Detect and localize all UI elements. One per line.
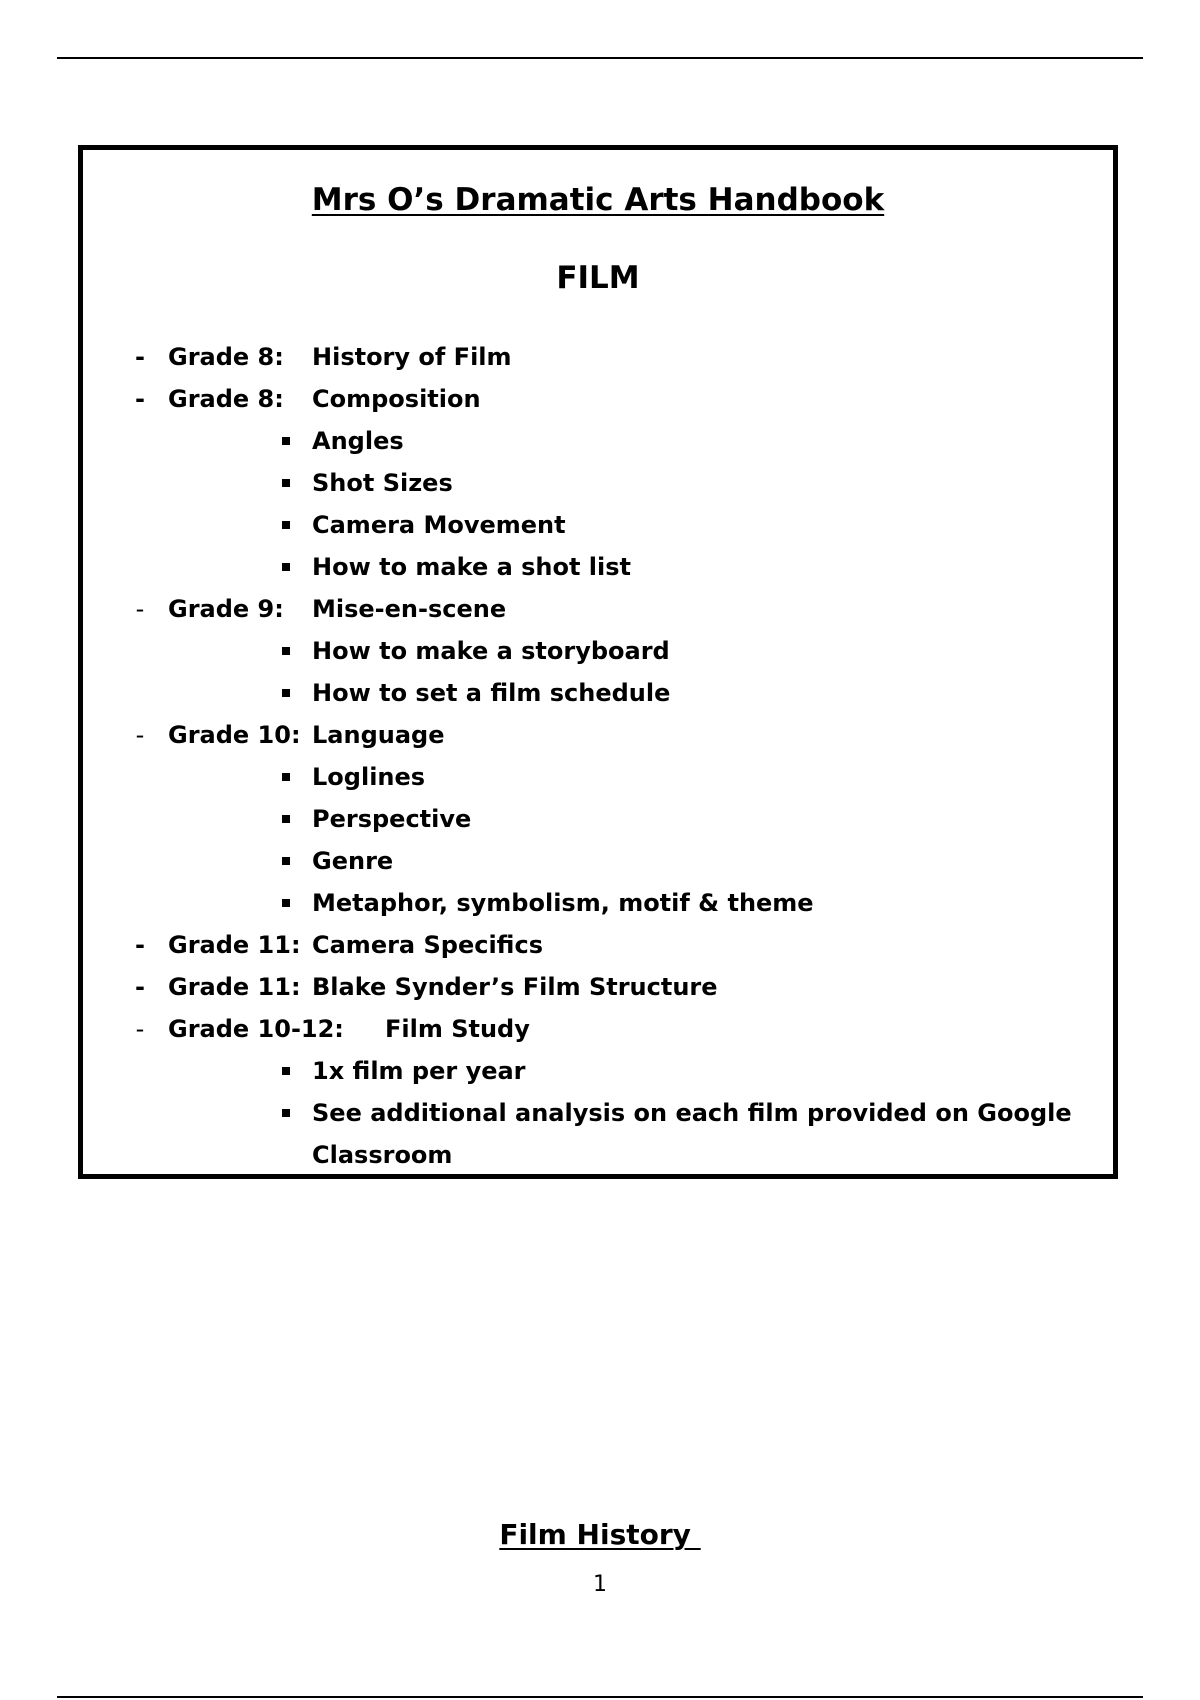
dash-marker: -	[135, 931, 145, 959]
grade-label: Grade 8:	[168, 385, 284, 413]
grade-label: Grade 8:	[168, 343, 284, 371]
sub-item-label: How to make a storyboard	[312, 637, 670, 665]
square-bullet-icon	[282, 647, 290, 655]
grade-label: Grade 10:	[168, 721, 301, 749]
dash-marker: -	[135, 973, 145, 1001]
footer-rule	[57, 1696, 1143, 1698]
sub-item-label: Classroom	[312, 1141, 453, 1169]
sub-item-label: How to set a film schedule	[312, 679, 671, 707]
square-bullet-icon	[282, 899, 290, 907]
page-number: 1	[593, 1572, 607, 1597]
topic-label: Camera Specifics	[312, 931, 543, 959]
square-bullet-icon	[282, 521, 290, 529]
sub-item-label: Shot Sizes	[312, 469, 453, 497]
square-bullet-icon	[282, 479, 290, 487]
sub-item-label: Perspective	[312, 805, 472, 833]
square-bullet-icon	[282, 437, 290, 445]
grade-label: Grade 11:	[168, 931, 301, 959]
sub-item-label: Angles	[312, 427, 404, 455]
sub-item-label: Genre	[312, 847, 394, 875]
topic-label: Blake Synder’s Film Structure	[312, 973, 718, 1001]
grade-label: Grade 9:	[168, 595, 284, 623]
handbook-title: Mrs O’s Dramatic Arts Handbook	[311, 182, 885, 218]
dash-marker: -	[135, 721, 145, 749]
sub-item-label: Metaphor, symbolism, motif & theme	[312, 889, 814, 917]
square-bullet-icon	[282, 815, 290, 823]
topic-label: Composition	[312, 385, 481, 413]
grade-label: Grade 11:	[168, 973, 301, 1001]
topic-label: Film Study	[385, 1015, 530, 1043]
square-bullet-icon	[282, 563, 290, 571]
square-bullet-icon	[282, 857, 290, 865]
dash-marker: -	[135, 343, 145, 371]
grade-label: Grade 10-12:	[168, 1015, 344, 1043]
sub-item-label: See additional analysis on each film provided on Google	[312, 1099, 1072, 1127]
topic-label: History of Film	[312, 343, 512, 371]
square-bullet-icon	[282, 1109, 290, 1117]
header-rule	[57, 57, 1143, 59]
contents-box	[78, 145, 1118, 1179]
sub-item-label: Camera Movement	[312, 511, 566, 539]
section-title: FILM	[556, 260, 640, 296]
topic-label: Language	[312, 721, 445, 749]
next-section-title: Film History	[499, 1518, 701, 1551]
dash-marker: -	[135, 595, 145, 623]
square-bullet-icon	[282, 1067, 290, 1075]
sub-item-label: Loglines	[312, 763, 426, 791]
square-bullet-icon	[282, 689, 290, 697]
square-bullet-icon	[282, 773, 290, 781]
dash-marker: -	[135, 385, 145, 413]
dash-marker: -	[135, 1015, 145, 1043]
sub-item-label: How to make a shot list	[312, 553, 632, 581]
sub-item-label: 1x film per year	[312, 1057, 526, 1085]
topic-label: Mise-en-scene	[312, 595, 507, 623]
